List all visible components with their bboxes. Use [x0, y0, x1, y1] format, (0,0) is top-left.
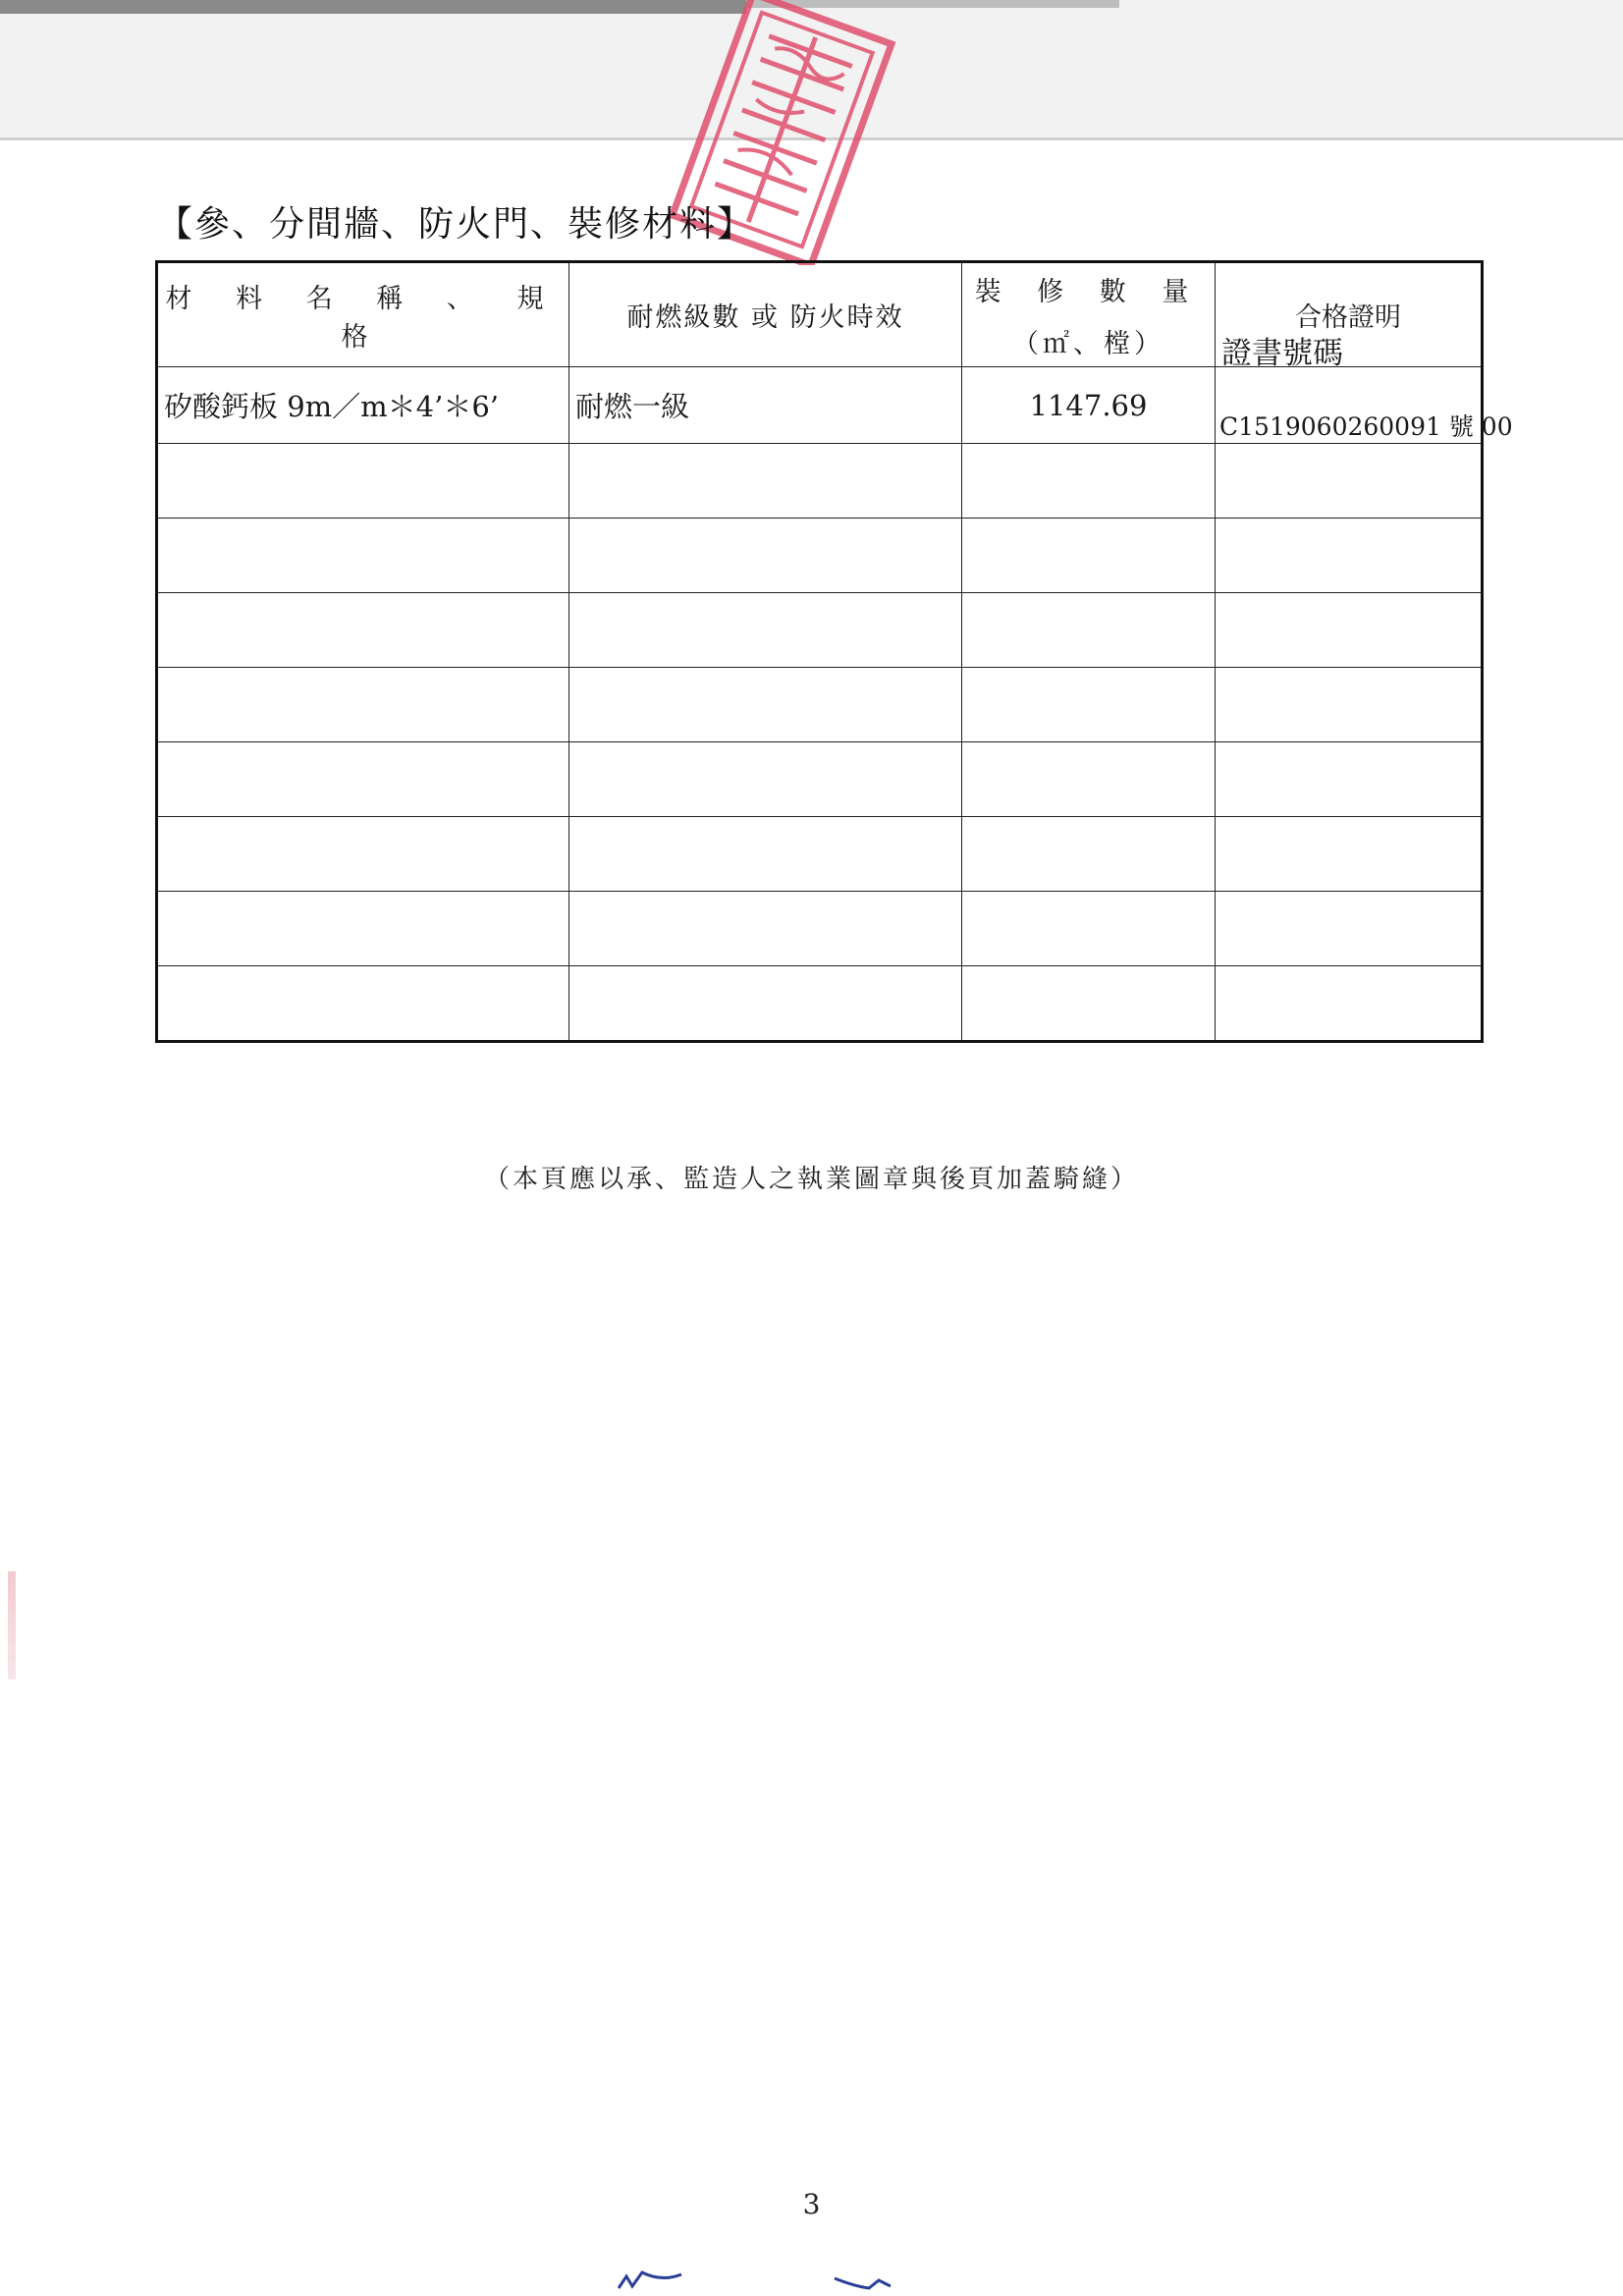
header-quantity-unit: （㎡、樘） — [1012, 328, 1164, 359]
table-row-empty — [157, 668, 1483, 742]
table-row-empty — [157, 519, 1483, 593]
table-row-empty — [157, 966, 1483, 1042]
signature-fragment — [609, 2264, 923, 2293]
header-quantity — [962, 262, 1216, 367]
table-row-empty — [157, 892, 1483, 966]
page-number: 3 — [802, 2188, 821, 2220]
certificate-cell — [1216, 336, 1513, 444]
footnote: （本頁應以承、監造人之執業圖章與後頁加蓋騎縫） — [483, 1165, 1139, 1194]
table-row — [157, 367, 1483, 444]
header-certificate: 合格證明 — [1216, 262, 1483, 367]
materials-table — [155, 260, 1513, 1043]
header-quantity-label: 裝 修 數 量 — [974, 276, 1203, 307]
certificate-number: C1519060260091 號 00 — [1219, 412, 1513, 441]
header-material-name: 材 料 名 稱 、 規 格 — [157, 262, 569, 367]
binding-seal-fragment — [8, 1571, 16, 1679]
table-row-empty — [157, 593, 1483, 668]
scan-top-shadow-light — [746, 0, 1119, 8]
section-title: 【參、分間牆、防火門、裝修材料】 — [157, 204, 755, 245]
quantity-cell: 1147.69 — [962, 367, 1216, 444]
table-row-empty — [157, 444, 1483, 519]
scan-top-shadow — [0, 0, 746, 14]
certificate-label: 證書號碼 — [1221, 336, 1343, 371]
scan-fold-line — [0, 137, 1623, 140]
fire-rating-cell: 耐燃一級 — [569, 367, 962, 444]
table-row-empty — [157, 742, 1483, 817]
material-name-cell: 矽酸鈣板 9m／m＊4’＊6’ — [157, 367, 569, 444]
header-fire-rating: 耐燃級數 或 防火時效 — [569, 262, 962, 367]
scan-top-band — [0, 0, 1623, 139]
table-row-empty — [157, 817, 1483, 892]
